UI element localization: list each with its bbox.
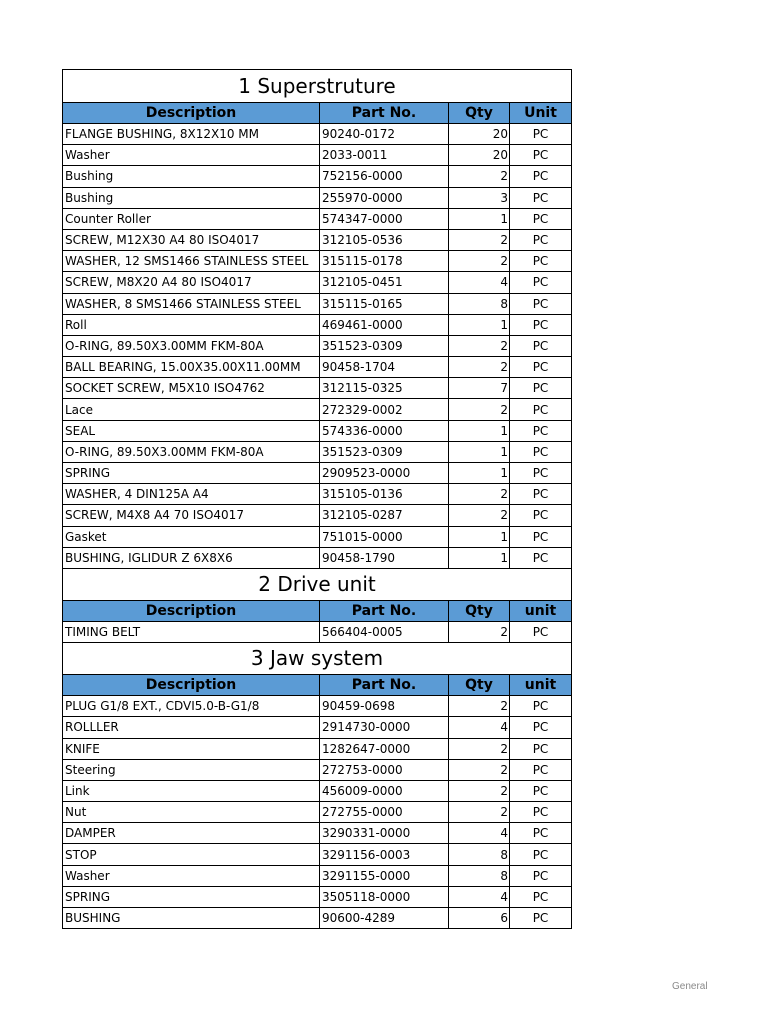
sensitivity-label: General <box>672 981 708 992</box>
cell-qty: 2 <box>449 229 510 250</box>
cell-part-no: 90600-4289 <box>320 908 449 929</box>
cell-part-no: 90458-1704 <box>320 357 449 378</box>
cell-qty: 2 <box>449 621 510 642</box>
cell-part-no: 574347-0000 <box>320 208 449 229</box>
cell-qty: 2 <box>449 484 510 505</box>
cell-unit: PC <box>510 780 572 801</box>
cell-qty: 4 <box>449 886 510 907</box>
cell-part-no: 351523-0309 <box>320 335 449 356</box>
cell-unit: PC <box>510 738 572 759</box>
cell-description: O-RING, 89.50X3.00MM FKM-80A <box>63 441 320 462</box>
cell-qty: 1 <box>449 208 510 229</box>
cell-qty: 4 <box>449 272 510 293</box>
table-row <box>63 823 572 844</box>
table-row <box>63 378 572 399</box>
cell-unit: PC <box>510 865 572 886</box>
cell-description: TIMING BELT <box>63 621 320 642</box>
table-row <box>63 621 572 642</box>
cell-unit: PC <box>510 696 572 717</box>
cell-qty: 3 <box>449 187 510 208</box>
header-unit: Unit <box>510 103 572 124</box>
cell-qty: 1 <box>449 441 510 462</box>
cell-description: FLANGE BUSHING, 8X12X10 MM <box>63 124 320 145</box>
header-part-no: Part No. <box>320 600 449 621</box>
cell-unit: PC <box>510 229 572 250</box>
cell-description: SCREW, M12X30 A4 80 ISO4017 <box>63 229 320 250</box>
cell-description: WASHER, 8 SMS1466 STAINLESS STEEL <box>63 293 320 314</box>
cell-description: SEAL <box>63 420 320 441</box>
cell-qty: 2 <box>449 505 510 526</box>
cell-part-no: 566404-0005 <box>320 621 449 642</box>
cell-unit: PC <box>510 463 572 484</box>
header-unit: unit <box>510 675 572 696</box>
cell-description: BUSHING, IGLIDUR Z 6X8X6 <box>63 547 320 568</box>
cell-part-no: 272753-0000 <box>320 759 449 780</box>
section-title-row <box>63 643 572 675</box>
cell-unit: PC <box>510 823 572 844</box>
cell-part-no: 1282647-0000 <box>320 738 449 759</box>
cell-unit: PC <box>510 908 572 929</box>
table-row <box>63 505 572 526</box>
cell-unit: PC <box>510 484 572 505</box>
cell-part-no: 2914730-0000 <box>320 717 449 738</box>
table-row <box>63 187 572 208</box>
table-row <box>63 335 572 356</box>
cell-part-no: 90459-0698 <box>320 696 449 717</box>
cell-qty: 1 <box>449 314 510 335</box>
cell-description: O-RING, 89.50X3.00MM FKM-80A <box>63 335 320 356</box>
cell-unit: PC <box>510 621 572 642</box>
cell-unit: PC <box>510 717 572 738</box>
table-row <box>63 886 572 907</box>
cell-part-no: 312105-0451 <box>320 272 449 293</box>
cell-part-no: 3290331-0000 <box>320 823 449 844</box>
table-row <box>63 208 572 229</box>
cell-unit: PC <box>510 272 572 293</box>
cell-description: SPRING <box>63 463 320 484</box>
cell-qty: 2 <box>449 335 510 356</box>
cell-qty: 6 <box>449 908 510 929</box>
header-qty: Qty <box>449 675 510 696</box>
cell-qty: 1 <box>449 463 510 484</box>
cell-qty: 1 <box>449 547 510 568</box>
cell-part-no: 574336-0000 <box>320 420 449 441</box>
cell-part-no: 312105-0536 <box>320 229 449 250</box>
cell-description: BALL BEARING, 15.00X35.00X11.00MM <box>63 357 320 378</box>
table-row <box>63 526 572 547</box>
cell-unit: PC <box>510 526 572 547</box>
cell-part-no: 456009-0000 <box>320 780 449 801</box>
cell-qty: 8 <box>449 865 510 886</box>
cell-part-no: 312115-0325 <box>320 378 449 399</box>
cell-part-no: 315115-0178 <box>320 251 449 272</box>
cell-unit: PC <box>510 314 572 335</box>
cell-qty: 2 <box>449 780 510 801</box>
cell-unit: PC <box>510 293 572 314</box>
cell-description: PLUG G1/8 EXT., CDVI5.0-B-G1/8 <box>63 696 320 717</box>
cell-description: STOP <box>63 844 320 865</box>
cell-description: KNIFE <box>63 738 320 759</box>
table-row <box>63 865 572 886</box>
cell-part-no: 90240-0172 <box>320 124 449 145</box>
cell-unit: PC <box>510 505 572 526</box>
section-title: 2 Drive unit <box>63 568 572 600</box>
cell-description: Washer <box>63 145 320 166</box>
cell-description: SCREW, M8X20 A4 80 ISO4017 <box>63 272 320 293</box>
cell-qty: 1 <box>449 526 510 547</box>
table-row <box>63 908 572 929</box>
cell-unit: PC <box>510 399 572 420</box>
cell-unit: PC <box>510 208 572 229</box>
cell-part-no: 752156-0000 <box>320 166 449 187</box>
cell-description: ROLLLER <box>63 717 320 738</box>
cell-description: Gasket <box>63 526 320 547</box>
cell-qty: 20 <box>449 124 510 145</box>
header-description: Description <box>63 675 320 696</box>
column-header-row <box>63 600 572 621</box>
table-row <box>63 780 572 801</box>
cell-description: DAMPER <box>63 823 320 844</box>
cell-part-no: 3505118-0000 <box>320 886 449 907</box>
cell-qty: 4 <box>449 823 510 844</box>
table-row <box>63 272 572 293</box>
cell-part-no: 3291156-0003 <box>320 844 449 865</box>
cell-description: WASHER, 4 DIN125A A4 <box>63 484 320 505</box>
cell-part-no: 3291155-0000 <box>320 865 449 886</box>
cell-description: SPRING <box>63 886 320 907</box>
table-row <box>63 314 572 335</box>
table-row <box>63 293 572 314</box>
section-title: 1 Superstruture <box>63 70 572 103</box>
cell-qty: 2 <box>449 696 510 717</box>
cell-unit: PC <box>510 124 572 145</box>
cell-description: SOCKET SCREW, M5X10 ISO4762 <box>63 378 320 399</box>
section-title-row <box>63 70 572 103</box>
cell-unit: PC <box>510 802 572 823</box>
cell-qty: 2 <box>449 357 510 378</box>
cell-part-no: 90458-1790 <box>320 547 449 568</box>
header-part-no: Part No. <box>320 675 449 696</box>
cell-qty: 8 <box>449 293 510 314</box>
cell-part-no: 2033-0011 <box>320 145 449 166</box>
cell-qty: 2 <box>449 251 510 272</box>
parts-list-table <box>62 69 572 929</box>
column-header-row <box>63 675 572 696</box>
cell-part-no: 312105-0287 <box>320 505 449 526</box>
cell-description: Washer <box>63 865 320 886</box>
cell-qty: 4 <box>449 717 510 738</box>
table-row <box>63 463 572 484</box>
cell-part-no: 2909523-0000 <box>320 463 449 484</box>
cell-description: Counter Roller <box>63 208 320 229</box>
cell-description: WASHER, 12 SMS1466 STAINLESS STEEL <box>63 251 320 272</box>
cell-qty: 7 <box>449 378 510 399</box>
cell-qty: 2 <box>449 759 510 780</box>
cell-description: Roll <box>63 314 320 335</box>
cell-part-no: 255970-0000 <box>320 187 449 208</box>
header-qty: Qty <box>449 103 510 124</box>
cell-unit: PC <box>510 251 572 272</box>
cell-qty: 2 <box>449 738 510 759</box>
cell-description: Nut <box>63 802 320 823</box>
table-row <box>63 759 572 780</box>
cell-part-no: 272329-0002 <box>320 399 449 420</box>
cell-unit: PC <box>510 166 572 187</box>
column-header-row <box>63 103 572 124</box>
cell-unit: PC <box>510 378 572 399</box>
cell-description: Steering <box>63 759 320 780</box>
cell-description: BUSHING <box>63 908 320 929</box>
table-row <box>63 802 572 823</box>
cell-qty: 8 <box>449 844 510 865</box>
table-row <box>63 399 572 420</box>
cell-description: Link <box>63 780 320 801</box>
cell-part-no: 272755-0000 <box>320 802 449 823</box>
parts-list-body <box>63 70 572 929</box>
header-qty: Qty <box>449 600 510 621</box>
section-title-row <box>63 568 572 600</box>
cell-unit: PC <box>510 357 572 378</box>
cell-description: Bushing <box>63 187 320 208</box>
cell-unit: PC <box>510 145 572 166</box>
cell-part-no: 351523-0309 <box>320 441 449 462</box>
cell-unit: PC <box>510 187 572 208</box>
cell-qty: 2 <box>449 166 510 187</box>
section-title: 3 Jaw system <box>63 643 572 675</box>
table-row <box>63 844 572 865</box>
cell-description: SCREW, M4X8 A4 70 ISO4017 <box>63 505 320 526</box>
header-description: Description <box>63 103 320 124</box>
cell-part-no: 751015-0000 <box>320 526 449 547</box>
cell-qty: 1 <box>449 420 510 441</box>
cell-description: Lace <box>63 399 320 420</box>
cell-part-no: 469461-0000 <box>320 314 449 335</box>
table-row <box>63 124 572 145</box>
cell-unit: PC <box>510 759 572 780</box>
header-part-no: Part No. <box>320 103 449 124</box>
table-row <box>63 441 572 462</box>
cell-unit: PC <box>510 335 572 356</box>
cell-description: Bushing <box>63 166 320 187</box>
cell-unit: PC <box>510 844 572 865</box>
table-row <box>63 229 572 250</box>
table-row <box>63 738 572 759</box>
table-row <box>63 696 572 717</box>
header-unit: unit <box>510 600 572 621</box>
header-description: Description <box>63 600 320 621</box>
table-row <box>63 717 572 738</box>
table-row <box>63 484 572 505</box>
table-row <box>63 357 572 378</box>
cell-unit: PC <box>510 441 572 462</box>
table-row <box>63 547 572 568</box>
cell-part-no: 315105-0136 <box>320 484 449 505</box>
cell-part-no: 315115-0165 <box>320 293 449 314</box>
cell-unit: PC <box>510 420 572 441</box>
cell-unit: PC <box>510 547 572 568</box>
table-row <box>63 251 572 272</box>
table-row <box>63 420 572 441</box>
cell-qty: 2 <box>449 802 510 823</box>
table-row <box>63 166 572 187</box>
cell-qty: 20 <box>449 145 510 166</box>
table-row <box>63 145 572 166</box>
cell-unit: PC <box>510 886 572 907</box>
cell-qty: 2 <box>449 399 510 420</box>
